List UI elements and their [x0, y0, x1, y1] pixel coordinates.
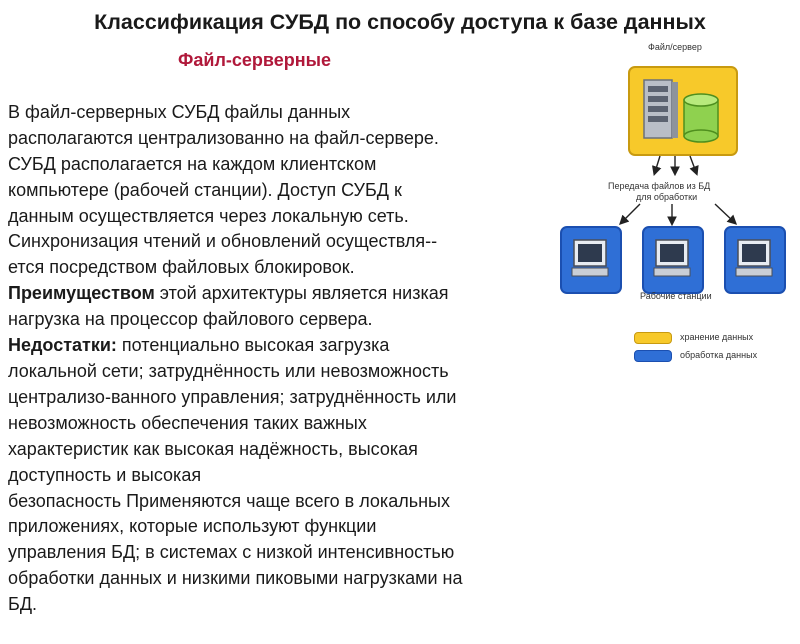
transfer-label-2: для обработки	[636, 192, 698, 202]
paragraph-description: В файл-серверных СУБД файлы данных располагаются централизованно на файл-сервере. СУБД располагается на каждом клиентском компьютере (рабочей станции). Доступ СУБД к данным осуществляется через локальную сеть. Синхронизация чтений и обновлений осуществля-- ется посредством файловых блокировок.	[8, 101, 439, 278]
arrow-right-down	[715, 204, 734, 222]
server-label: Файл/сервер	[648, 42, 702, 52]
disadvantages-heading: Недостатки:	[8, 335, 117, 356]
legend-swatch-processing	[634, 350, 672, 362]
arrow-left-up	[655, 156, 660, 172]
workstations-label: Рабочие станции	[640, 291, 712, 301]
computer-icon	[562, 228, 620, 292]
transfer-arrows	[550, 36, 800, 376]
paragraph-disadvantages: Недостатки: потенциально высокая загрузка локальной сети; затруднённость или невозможность централизо-ванного управления; затруднённость или невозможность обеспечения таких важных характеристик как высокая надёжность, высокая доступность и высокая безопасность Применяются чаще всего в локальных приложениях, которые используют функции управления БД; в системах с низкой интенсивностью обработки данных и низкими пиковыми нагрузками на БД.	[8, 335, 463, 615]
workstation-1	[560, 226, 622, 294]
legend-label-processing: обработка данных	[680, 350, 758, 360]
paragraph-advantage: Преимуществом этой архитектуры является низкая нагрузка на процессор файлового сервера.	[8, 283, 449, 330]
page-title: Классификация СУБД по способу доступа к базе данных	[94, 10, 706, 34]
arrow-left-down	[622, 204, 640, 222]
transfer-label-1: Передача файлов из БД	[608, 181, 711, 191]
architecture-diagram	[550, 36, 800, 376]
workstation-2	[642, 226, 704, 294]
advantage-heading: Преимуществом	[8, 283, 155, 304]
body-text	[8, 74, 553, 644]
arrow-right-up	[690, 156, 696, 172]
section-subtitle: Файл-серверные	[178, 50, 331, 70]
legend-swatch-storage	[634, 332, 672, 344]
legend-label-storage: хранение данных	[680, 332, 754, 342]
computer-icon	[644, 228, 702, 292]
workstation-3	[724, 226, 786, 294]
computer-icon	[726, 228, 784, 292]
